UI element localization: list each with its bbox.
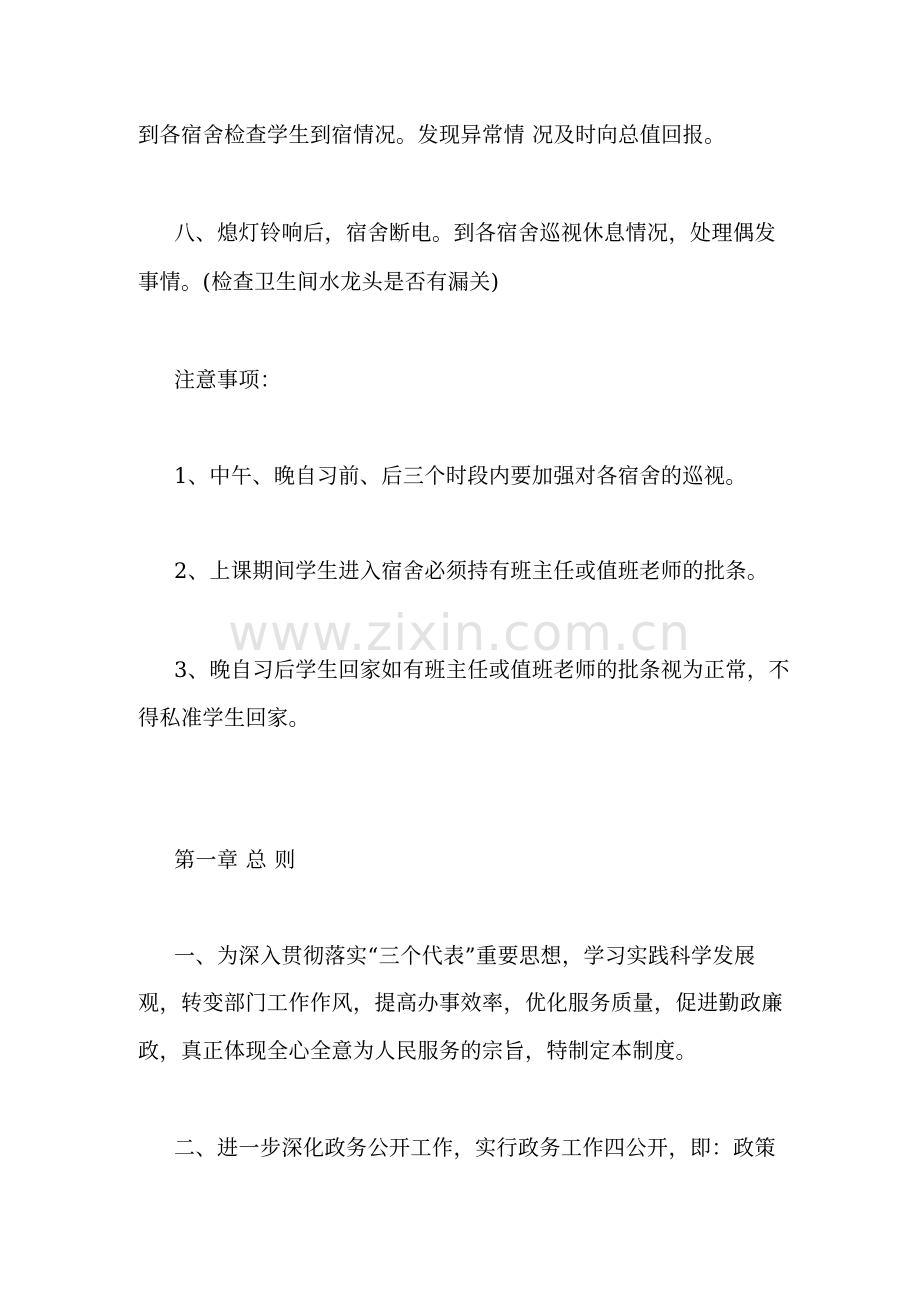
chapter-heading: 第一章 总 则	[174, 848, 296, 872]
article-one-line-1: 一、为深入贯彻落实“三个代表”重要思想，学习实践科学发展	[174, 944, 756, 968]
article-one-line-3: 政，真正体现全心全意为人民服务的宗旨，特制定本制度。	[138, 1039, 697, 1063]
note-item-1: 1、中午、晚自习前、后三个时段内要加强对各宿舍的巡视。	[174, 464, 747, 488]
note-item-2: 2、上课期间学生进入宿舍必须持有班主任或值班老师的批条。	[174, 559, 769, 583]
item-eight-line-2: 事情。(检查卫生间水龙头是否有漏关)	[138, 270, 500, 294]
note-item-3-line-2: 得私准学生回家。	[138, 706, 310, 730]
article-one-line-2: 观，转变部门工作作风，提高办事效率，优化服务质量，促进勤政廉	[138, 991, 783, 1015]
watermark-text: www.zixin.com.cn	[228, 604, 692, 662]
item-eight-line-1: 八、熄灯铃响后，宿舍断电。到各宿舍巡视休息情况，处理偶发	[174, 221, 776, 245]
notes-heading: 注意事项：	[174, 368, 282, 392]
paragraph-continuation-line: 到各宿舍检查学生到宿情况。发现异常情 况及时向总值回报。	[138, 123, 726, 147]
article-two-line-1: 二、进一步深化政务公开工作，实行政务工作四公开，即：政策	[174, 1136, 776, 1160]
note-item-3-line-1: 3、晚自习后学生回家如有班主任或值班老师的批条视为正常，不	[174, 658, 790, 682]
